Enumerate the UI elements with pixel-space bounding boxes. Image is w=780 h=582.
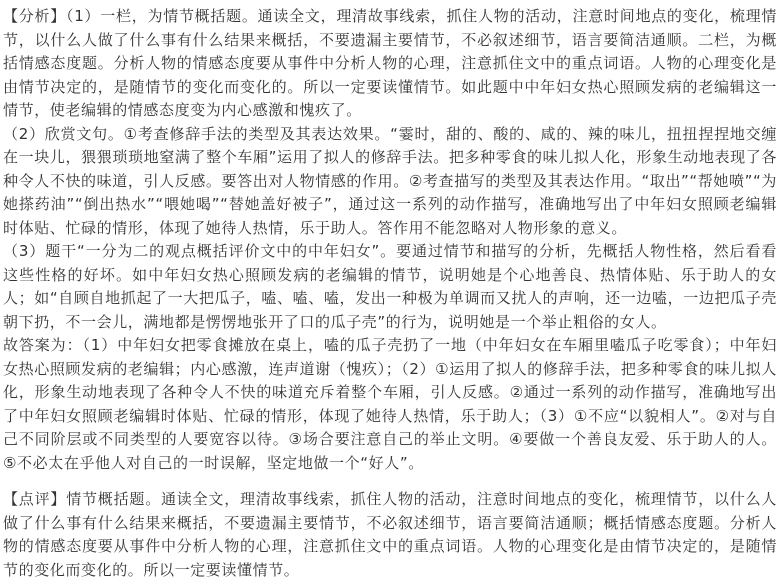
analysis-paragraph-2: （2）欣赏文句。①考查修辞手法的类型及其表达效果。“霎时，甜的、酸的、咸的、辣的味儿，扭扭捏捏地交缠在一块儿，猥猥琐琐地窒满了整个车厢”运用了拟人的修辞手法。把多种零食的味儿拟人化，形象生动地表现了各种令人不快的味道，引人反感。要答出对人物情感的作用。②考查描写的类型及其表达作用。“取出”“帮她喷”“为她搽药油”“倒出热水”“喂她喝”“替她盖好被子”，通过这一系列的动作描写，准确地写出了中年妇女照顾老编辑时体贴、忙碌的情形，体现了她待人热情，乐于助人。答作用不能忽略对人物形象的意义。 [3,124,777,237]
comment-section [3,488,777,582]
answer-paragraph: 故答案为：（1）中年妇女把零食摊放在桌上，嗑的瓜子壳扔了一地（中年妇女在车厢里嗑瓜子吃零食）；中年妇女热心照顾发病的老编辑；内心感激，连声道谢（愧疚）；（2）①运用了拟人的修辞手法，把多种零食的味儿拟人化，形象生动地表现了各种令人不快的味道充斥着整个车厢，引人反感。②通过一系列的动作描写，准确地写出了中年妇女照顾老编辑时体贴、忙碌的情形，体现了她待人热情，乐于助人；（3）①不应“以貌相人”。②对与自己不同阶层或不同类型的人要宽容以待。③场合要注意自己的举止文明。④要做一个善良友爱、乐于助人的人。⑤不必太在乎他人对自己的一时误解，坚定地做一个“好人”。 [3,336,777,472]
analysis-paragraph-1: 【分析】（1）一栏，为情节概括题。通读全文，理清故事线索，抓住人物的活动，注意时间地点的变化，梳理情节，以什么人做了什么事有什么结果来概括，不要遗漏主要情节，不必叙述细节，语言要简洁通顺。二栏，为概括情感态度题。分析人物的情感态度要从事件中分析人物的心理，注意抓住文中的重点词语。人物的心理变化是由情节决定的，是随情节的变化而变化的。所以一定要读懂情节。如此题中中年妇女热心照顾发病的老编辑这一情节，使老编辑的情感态度变为内心感激和愧疚了。 [3,7,777,119]
section-gap [3,475,777,488]
comment-paragraph: 【点评】情节概括题。通读全文，理清故事线索，抓住人物的活动，注意时间地点的变化，梳理情节，以什么人做了什么事有什么结果来概括，不要遗漏主要情节，不必叙述细节，语言要简洁通顺；概括情感态度题。分析人物的情感态度要从事件中分析人物的心理，注意抓住文中的重点词语。人物的心理变化是由情节决定的，是随情节的变化而变化的。所以一定要读懂情节。 [3,490,777,579]
analysis-paragraph-3: （3）题干“一分为二的观点概括评价文中的中年妇女”。要通过情节和描写的分析，先概括人物性格，然后看看这些性格的好坏。如中年妇女热心照顾发病的老编辑的情节，说明她是个心地善良、热情体贴、乐于助人的女人；如“自顾自地抓起了一大把瓜子，嗑、嗑、嗑，发出一种极为单调而又扰人的声响，还一边嗑，一边把瓜子壳朝下扔，不一会儿，满地都是愣愣地张开了口的瓜子壳”的行为，说明她是一个举止粗俗的女人。 [3,242,777,331]
analysis-section [3,5,777,475]
